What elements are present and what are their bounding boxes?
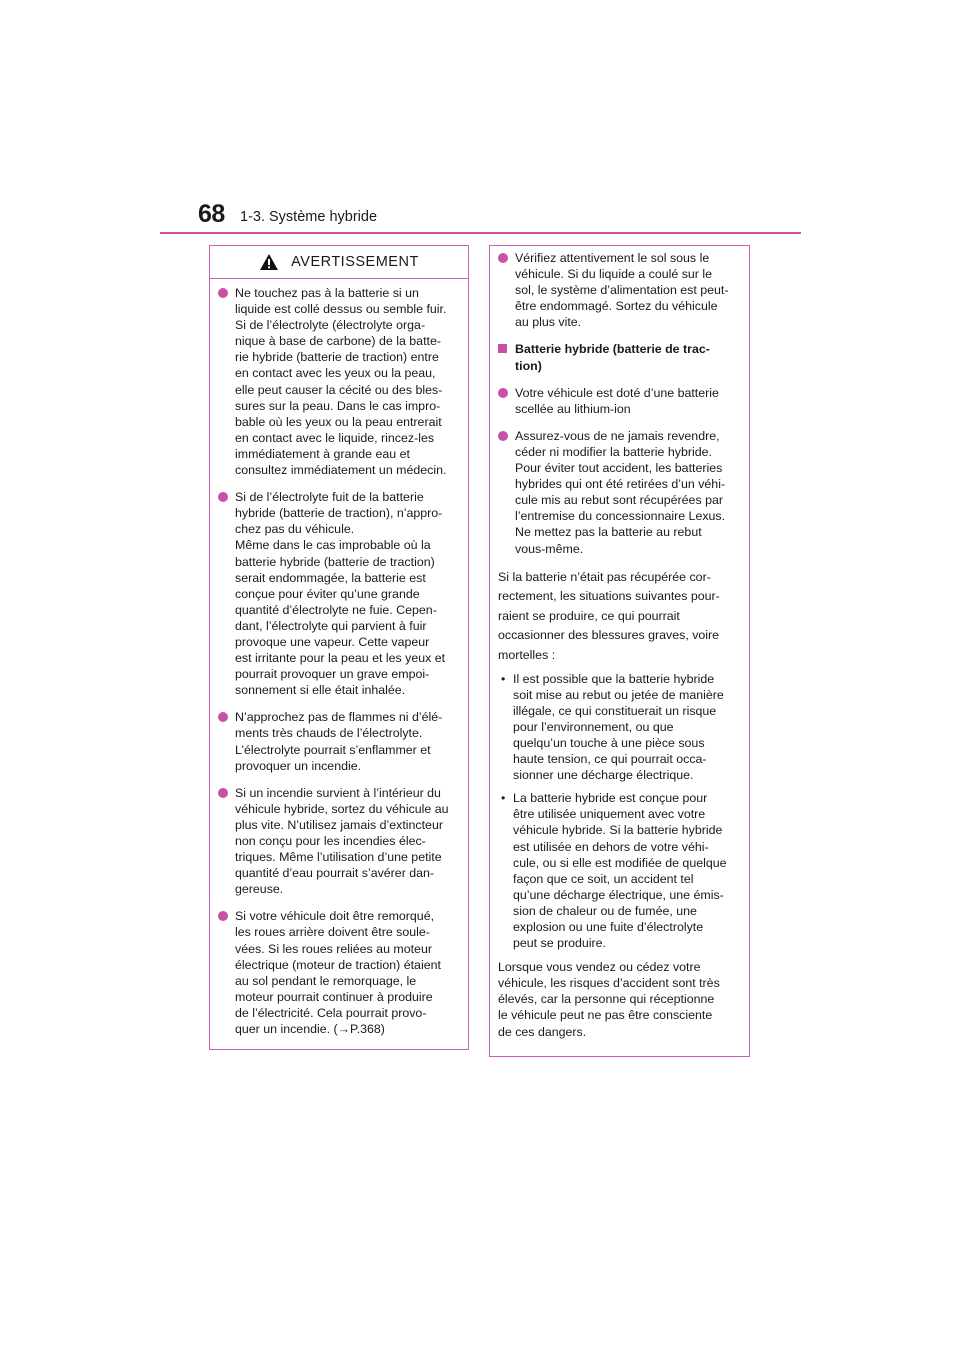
warning-item: [218, 785, 460, 898]
bullet-icon: [498, 253, 508, 263]
dot-list-text: Il est possible que la batterie hybride soit mise au rebut ou jetée de manière illégale, ce qui constituerait un risque pour l’environnement, ou que quelqu’un touche à une pièce sous haute tension, ce qui pourrait occa- sionner une décharge électrique.: [513, 671, 724, 783]
warning-item-text: N’approchez pas de flammes ni d’élé- ments très chauds de l’électrolyte. L’électrolyte pourrait s’enflammer et provoquer un incendie.: [235, 710, 443, 773]
warning-item: [498, 250, 741, 330]
bullet-icon: [218, 288, 228, 298]
closing-paragraph: Lorsque vous vendez ou cédez votre véhicule, les risques d’accident sont très élevés, car la personne qui réceptionne le véhicule peut ne pas être consciente de ces dangers.: [498, 960, 720, 1039]
square-bullet-icon: [498, 344, 507, 353]
warning-item: [218, 908, 460, 1037]
warning-box: [209, 245, 469, 1050]
warning-item-text: Vérifiez attentivement le sol sous le véhicule. Si du liquide a coulé sur le sol, le système d’alimentation est peut- être endommagé. Sortez du véhicule au plus vite.: [515, 251, 729, 330]
warning-item-text: Ne touchez pas à la batterie si un liquide est collé dessus ou semble fuir. Si de l’électrolyte (électrolyte orga- nique à base de carbone) de la batte- rie hybride (batterie de traction) entre en contact avec les yeux ou la peau, elle peut causer la cécité ou des bles- sures sur la peau. Dans le cas impro- bable où les yeux ou la peau entrerait en contact avec le liquide, rincez-les immédiatement à grande eau et consultez immédiatement un médecin.: [235, 286, 447, 478]
warning-item: [218, 709, 460, 773]
warning-item-text: Si votre véhicule doit être remorqué, les roues arrière doivent être soule- vées. Si les roues reliées au moteur électrique (moteur de traction) étaient au sol pendant le remorquage, le moteur pourrait continuer à produire de l’électricité. Cela pourrait provo- quer un incendie. (→P.368): [235, 909, 441, 1037]
warning-content: [210, 279, 468, 1037]
warning-item: [498, 428, 741, 557]
warning-item: [218, 285, 460, 478]
warning-item-text: Assurez-vous de ne jamais revendre, céder ni modifier la batterie hybride. Pour éviter tout accident, les batteries hybrides qui ont été retirées d’un véhi- cule mis au rebut sont récupérées par l’entremise du concessionnaire Lexus. Ne mettez pas la batterie au rebut vous-même.: [515, 428, 726, 556]
warning-triangle-icon: [259, 253, 279, 271]
dot-bullet-icon: •: [501, 671, 506, 686]
bullet-icon: [218, 492, 228, 502]
warning-item-text: Votre véhicule est doté d’une batterie scellée au lithium-ion: [515, 385, 719, 416]
warning-item: [498, 385, 741, 417]
warning-title: AVERTISSEMENT: [291, 254, 419, 270]
consequence-paragraph: Si la batterie n’était pas récupérée cor- rectement, les situations suivantes pour- raient se produire, ce qui pourrait occasionner des blessures graves, voire mortelles :: [498, 569, 720, 662]
bullet-icon: [218, 712, 228, 722]
warning-content-continued: [490, 246, 749, 1040]
bullet-icon: [218, 911, 228, 921]
warning-item-text: Si de l’électrolyte fuit de la batterie hybride (batterie de traction), n’appro- chez pas du véhicule. Même dans le cas improbable où la batterie hybride (batterie de traction) serait endommagée, la batterie est conçue pour éviter qu’une grande quantité d’électrolyte ne fuie. Cepen- dant, l’électrolyte qui parvient à fuir provoque une vapeur. Cette vapeur est irritante pour la peau et les yeux et pourrait provoquer un grave empoi- sonnement si elle était inhalée.: [235, 490, 446, 698]
subheading-text: Batterie hybride (batterie de trac- tion): [515, 342, 710, 373]
page-number: 68: [198, 200, 225, 228]
header-divider: [160, 232, 801, 234]
warning-header: [210, 246, 468, 279]
section-title: 1-3. Système hybride: [240, 209, 378, 225]
warning-item-text: Si un incendie survient à l’intérieur du véhicule hybride, sortez du véhicule au plus vite. N’utilisez jamais d’extincteur non conçu pour les incendies élec- triques. Même l’utilisation d’une petite quantité d’eau pourrait s’avérer dan- gereuse.: [235, 785, 449, 897]
warning-item: [218, 489, 460, 698]
dot-list-item: [498, 790, 741, 951]
bullet-icon: [498, 388, 508, 398]
warning-box-continued: [489, 245, 750, 1057]
subheading: [498, 341, 741, 373]
bullet-icon: [218, 788, 228, 798]
dot-list-text: La batterie hybride est conçue pour être utilisée uniquement avec votre véhicule hybride. Si la batterie hybride est utilisée en dehors de votre véhi- cule, ou si elle est modifiée de quelque façon que ce soit, un accident tel qu’une décharge électrique, une émis- sion de chaleur ou de fumée, une explosion ou une fuite d’électrolyte peut se produire.: [513, 791, 727, 951]
bullet-icon: [498, 431, 508, 441]
dot-list-item: [498, 671, 741, 784]
dot-bullet-icon: •: [501, 791, 506, 806]
